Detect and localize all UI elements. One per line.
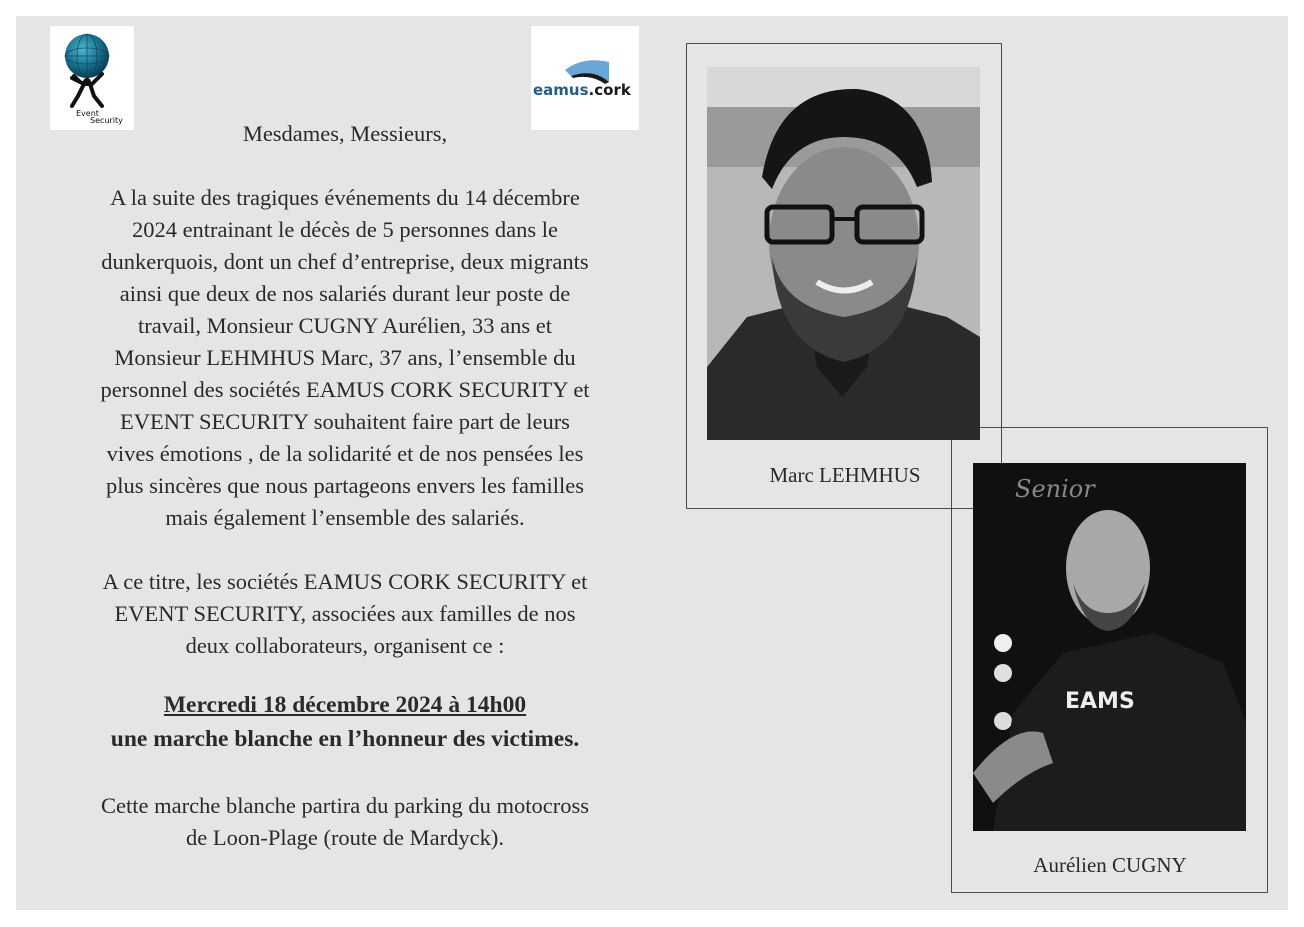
event-security-logo bbox=[50, 26, 134, 130]
event-security-logo-text2: Security bbox=[90, 116, 123, 125]
body-line: A la suite des tragiques événements du 14 décembre bbox=[110, 185, 580, 210]
intro-line: EVENT SECURITY, associées aux familles de nos bbox=[114, 601, 576, 626]
eamus-cork-logo-main: eamus bbox=[533, 81, 589, 99]
intro-paragraph bbox=[40, 566, 650, 662]
body-line: plus sincères que nous partageons envers les familles bbox=[106, 473, 584, 498]
background-sign-text: Senior bbox=[1015, 475, 1095, 503]
portrait-photo-marc bbox=[707, 67, 980, 440]
event-date: Mercredi 18 décembre 2024 à 14h00 bbox=[163, 692, 527, 718]
eamus-cork-logo-accent: .cork bbox=[588, 81, 631, 99]
body-line: Monsieur LEHMHUS Marc, 37 ans, l’ensemble du bbox=[114, 345, 576, 370]
globe-atlas-icon bbox=[50, 26, 134, 130]
intro-line: A ce titre, les sociétés EAMUS CORK SECURITY et bbox=[102, 569, 588, 594]
caption-aurelien: Aurélien CUGNY bbox=[1033, 853, 1187, 877]
shirt-logo-text: EAMS bbox=[1065, 689, 1135, 714]
eamus-cork-logo bbox=[531, 26, 639, 130]
event-title: une marche blanche en l’honneur des victimes. bbox=[110, 726, 580, 752]
body-line: 2024 entrainant le décès de 5 personnes dans le bbox=[131, 217, 559, 242]
body-line: mais également l’ensemble des salariés. bbox=[165, 505, 525, 530]
portrait-marc-illustration bbox=[707, 67, 980, 440]
portrait-photo-aurelien bbox=[973, 463, 1246, 831]
wave-swoosh-icon bbox=[531, 26, 639, 130]
body-line: dunkerquois, dont un chef d’entreprise, deux migrants bbox=[101, 249, 589, 274]
body-line: vives émotions , de la solidarité et de nos pensées les bbox=[106, 441, 584, 466]
event-security-logo-text1: Event bbox=[76, 109, 99, 118]
location-line: Cette marche blanche partira du parking du motocross bbox=[101, 793, 589, 818]
portrait-aurelien-illustration bbox=[973, 463, 1246, 831]
body-paragraph bbox=[40, 182, 650, 534]
body-line: travail, Monsieur CUGNY Aurélien, 33 ans et bbox=[137, 313, 553, 338]
salutation: Mesdames, Messieurs, bbox=[242, 121, 448, 146]
body-line: EVENT SECURITY souhaitent faire part de leurs bbox=[120, 409, 570, 434]
caption-marc: Marc LEHMHUS bbox=[769, 463, 921, 487]
body-line: personnel des sociétés EAMUS CORK SECURITY et bbox=[100, 377, 590, 402]
location-paragraph bbox=[40, 790, 650, 854]
location-line: de Loon-Plage (route de Mardyck). bbox=[185, 825, 504, 850]
body-line: ainsi que deux de nos salariés durant leur poste de bbox=[119, 281, 571, 306]
svg-text:eamus.cork bbox=[533, 81, 632, 99]
letter-text bbox=[40, 118, 650, 854]
intro-line: deux collaborateurs, organisent ce : bbox=[185, 633, 505, 658]
